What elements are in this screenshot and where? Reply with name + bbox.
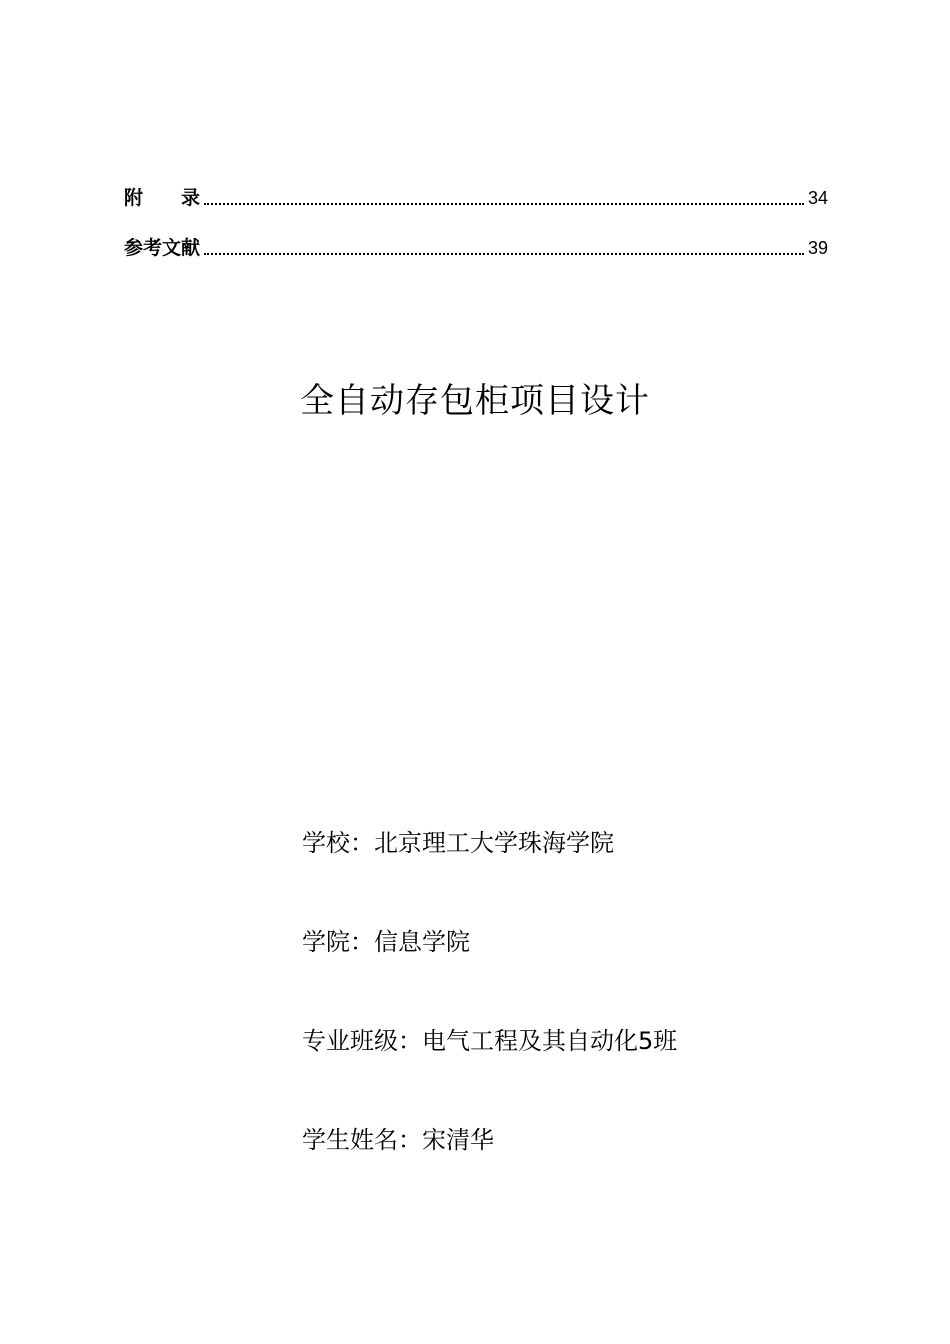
toc-entry-label: 参考文献	[124, 237, 201, 259]
toc-entry-page: 39	[807, 238, 828, 258]
student-name-line: 学生姓名：宋清华	[302, 1126, 494, 1154]
toc-leader-dots	[204, 252, 804, 255]
major-class-line: 专业班级：电气工程及其自动化5班	[302, 1027, 678, 1055]
school-line: 学校：北京理工大学珠海学院	[302, 829, 614, 857]
student-info-block	[302, 826, 677, 1222]
toc-entry-page: 34	[807, 188, 828, 208]
toc-entry-label: 附 录	[124, 187, 201, 209]
college-line: 学院：信息学院	[302, 928, 470, 956]
toc-entry-appendix[interactable]	[124, 183, 828, 209]
toc-leader-dots	[204, 202, 804, 205]
table-of-contents	[124, 183, 828, 283]
toc-entry-references[interactable]	[124, 233, 828, 259]
document-title: 全自动存包柜项目设计	[300, 381, 650, 421]
